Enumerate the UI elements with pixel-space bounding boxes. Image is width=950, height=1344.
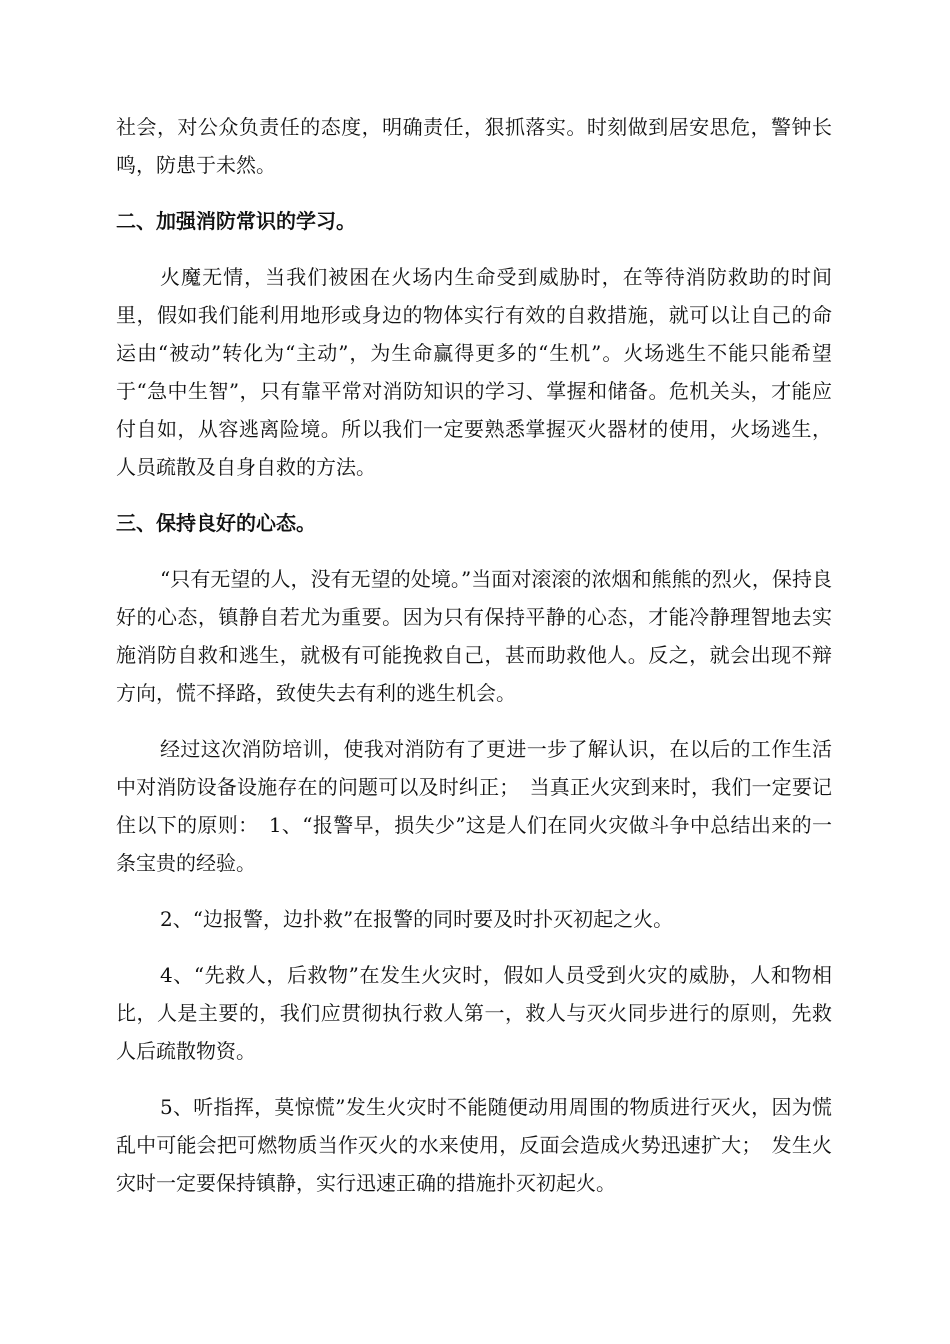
paragraph-training-summary: 经过这次消防培训，使我对消防有了更进一步了解认识，在以后的工作生活中对消防设备设施存在的问题可以及时纠正； 当真正火灾到来时，我们一定要记住以下的原则： 1、“报警早，损失少”这是人们在同火灾做斗争中总结出来的一条宝贵的经验。: [116, 737, 832, 875]
paragraph-continuation: 社会，对公众负责任的态度，明确责任，狠抓落实。时刻做到居安思危，警钟长鸣，防患于未然。: [116, 115, 832, 177]
paragraph-principle-5: 5、听指挥，莫惊慌”发生火灾时不能随便动用周围的物质进行灭火，因为慌乱中可能会把可燃物质当作灭火的水来使用，反面会造成火势迅速扩大； 发生火灾时一定要保持镇静，实行迅速正确的措施扑灭初起火。: [116, 1095, 832, 1195]
paragraph-principle-2: 2、“边报警，边扑救”在报警的同时要及时扑灭初起之火。: [160, 907, 674, 931]
paragraph-fire-knowledge: 火魔无情，当我们被困在火场内生命受到威胁时，在等待消防救助的时间里，假如我们能利用地形或身边的物体实行有效的自救措施，就可以让自己的命运由“被动”转化为“主动”，为生命赢得更多的“生机”。火场逃生不能只能希望于“急中生智”，只有靠平常对消防知识的学习、掌握和储备。危机关头，才能应付自如，从容逃离险境。所以我们一定要熟悉掌握灭火器材的使用，火场逃生，人员疏散及自身自救的方法。: [116, 265, 832, 479]
paragraph-mindset: “只有无望的人，没有无望的处境。”当面对滚滚的浓烟和熊熊的烈火，保持良好的心态，镇静自若尤为重要。因为只有保持平静的心态，才能冷静理智地去实施消防自救和逃生，就极有可能挽救自己，甚而助救他人。反之，就会出现不辩方向，慌不择路，致使失去有利的逃生机会。: [116, 567, 832, 705]
section-heading-2: 二、加强消防常识的学习。: [116, 209, 356, 233]
section-heading-3: 三、保持良好的心态。: [116, 511, 316, 535]
paragraph-principle-4: 4、“先救人，后救物”在发生火灾时，假如人员受到火灾的威胁，人和物相比，人是主要的，我们应贯彻执行救人第一，救人与灭火同步进行的原则，先救人后疏散物资。: [116, 963, 832, 1063]
